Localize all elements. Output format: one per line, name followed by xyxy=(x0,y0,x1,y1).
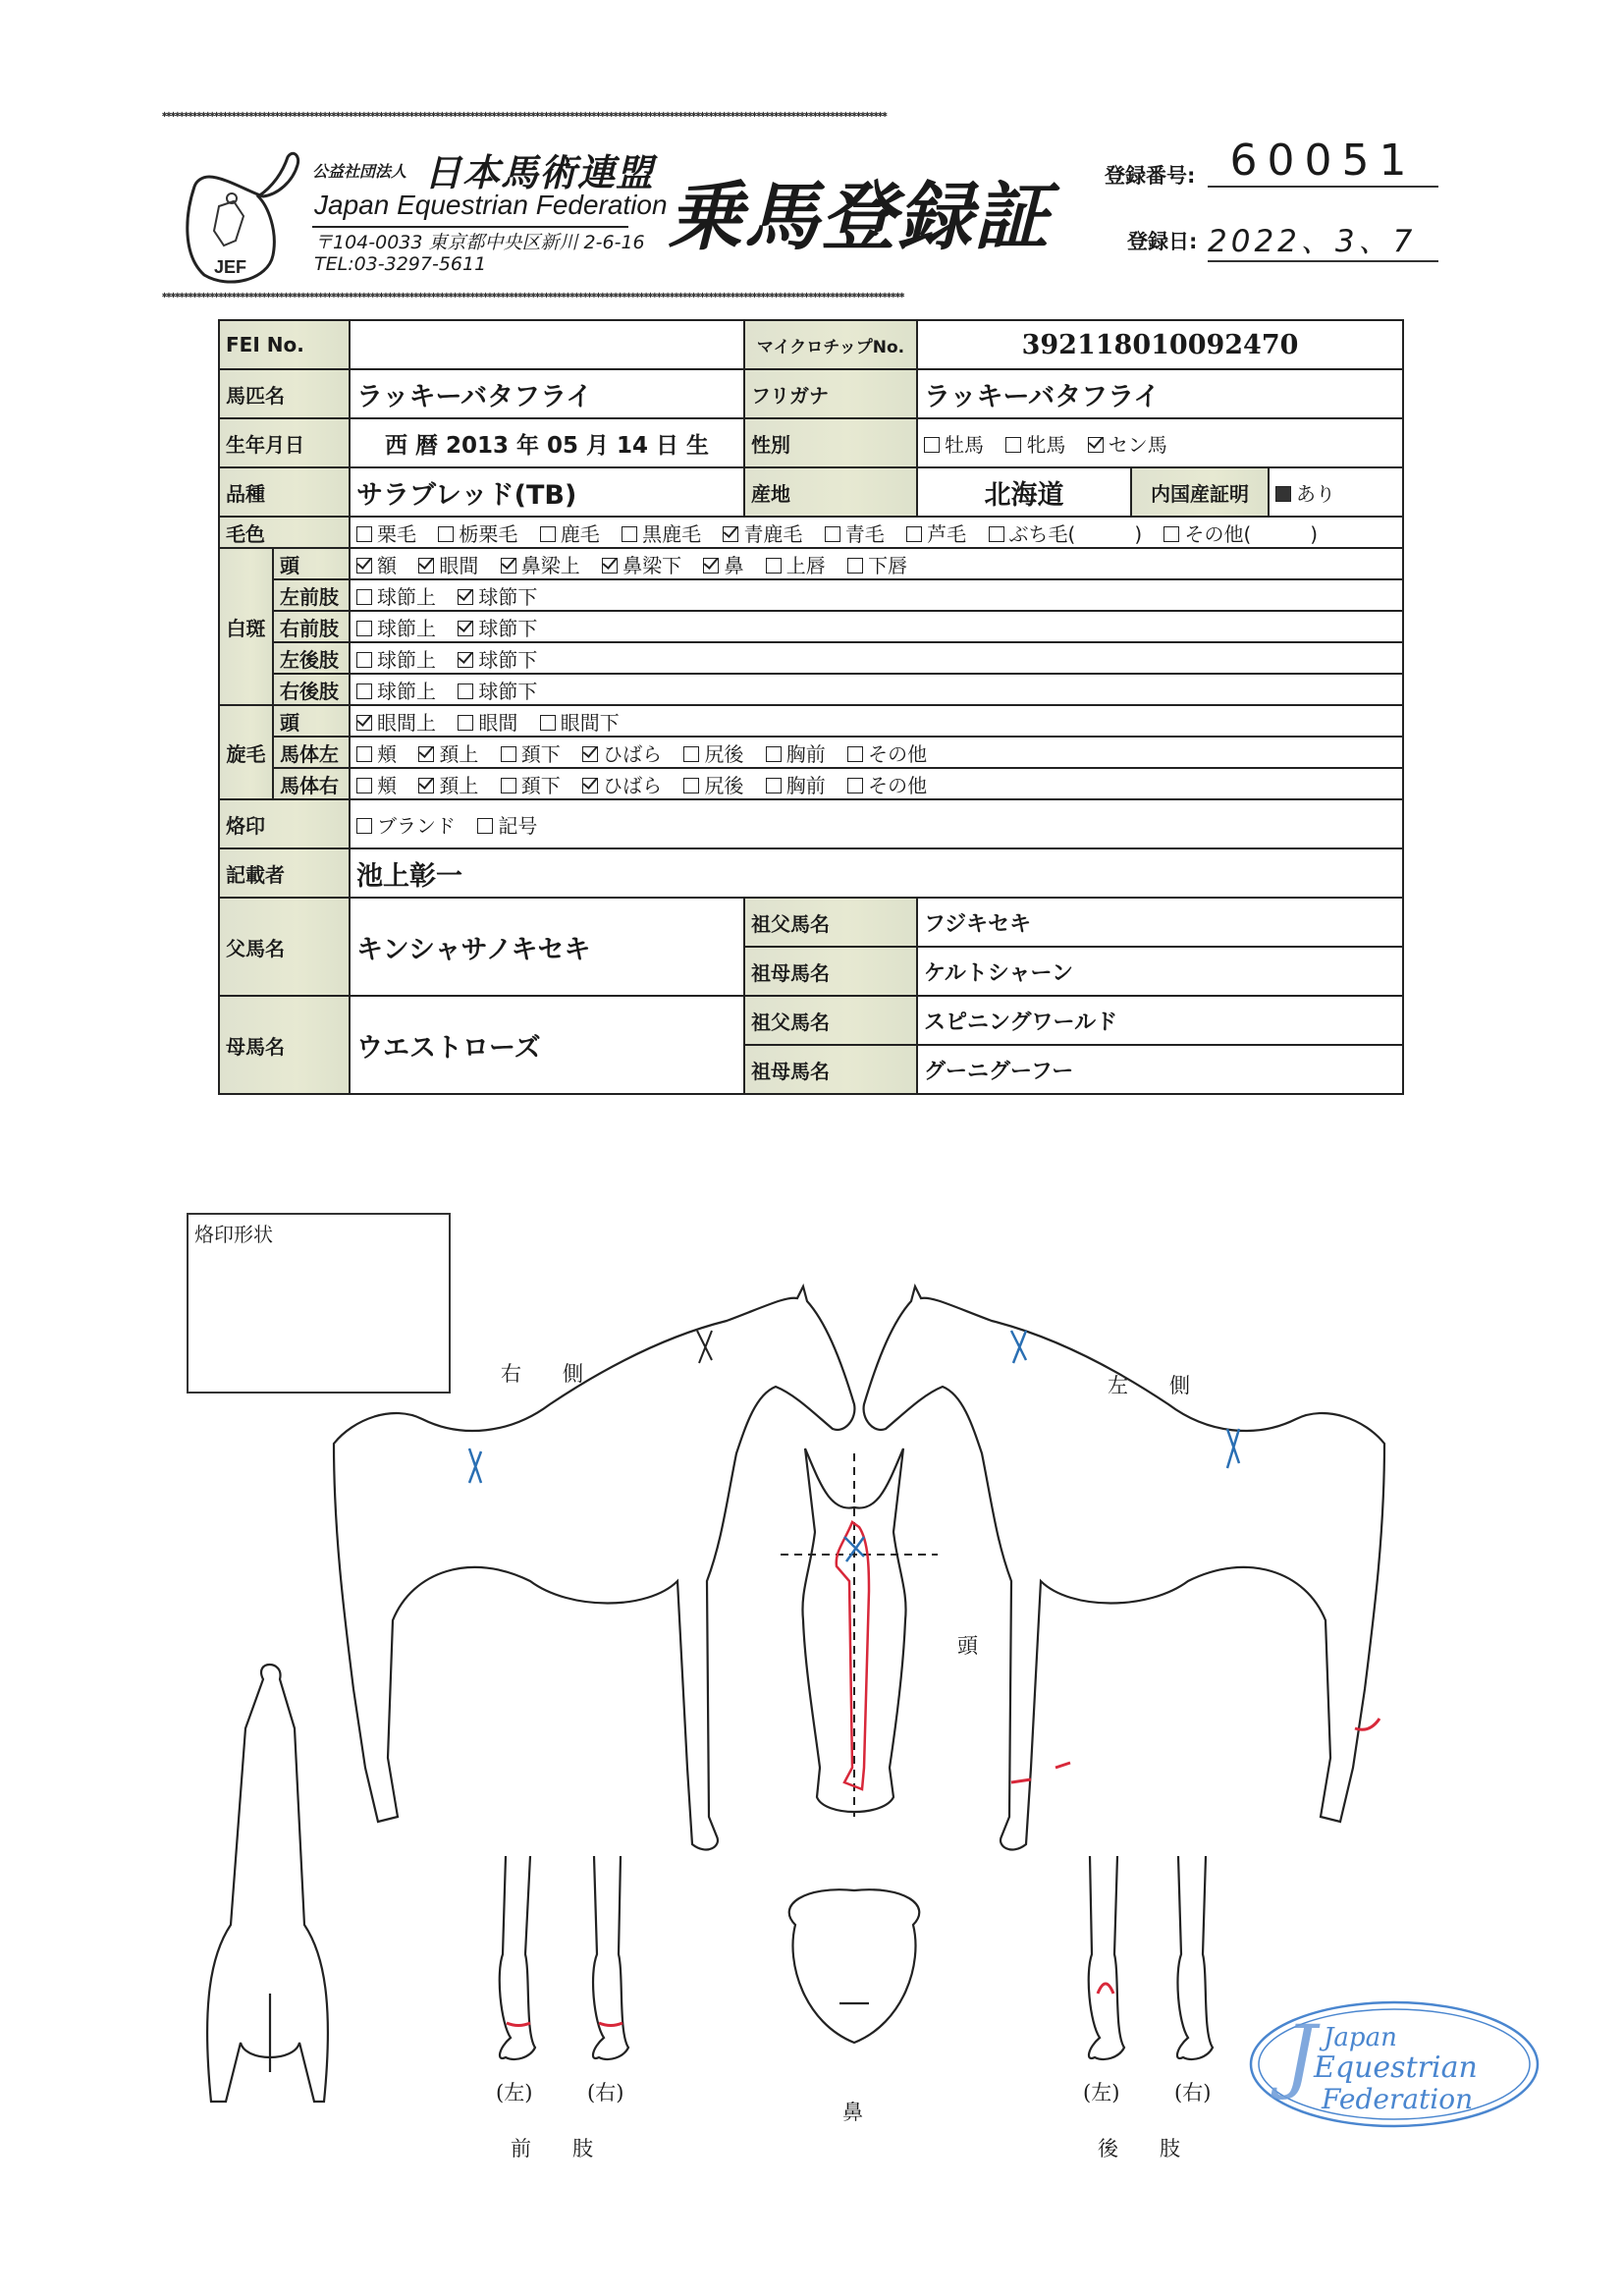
front-left-label: (左) xyxy=(496,2081,533,2105)
registration-table xyxy=(218,319,1404,1095)
checkbox-filled[interactable] xyxy=(1275,486,1291,502)
org-name-en: Japan Equestrian Federation xyxy=(314,190,668,220)
whorl-option-checked[interactable]: ひばら xyxy=(582,774,662,797)
whorl-option[interactable]: 頬 xyxy=(356,774,397,797)
grandsire-value: スピニングワールド xyxy=(917,996,1403,1045)
part-label: 右前肢 xyxy=(273,611,350,642)
whorl-option[interactable]: 頚下 xyxy=(501,774,561,797)
part-label: 頭 xyxy=(273,548,350,579)
coat-option[interactable]: 芦毛 xyxy=(906,522,966,546)
svg-text:Equestrian: Equestrian xyxy=(1314,2050,1478,2085)
part-label: 左前肢 xyxy=(273,579,350,611)
document-title: 乗馬登録証 xyxy=(668,173,1051,260)
white-marking-row-left-hind xyxy=(219,642,1403,674)
granddam-label: 祖母馬名 xyxy=(744,947,917,996)
dam-value: ウエストローズ xyxy=(350,996,744,1094)
grandsire-label: 祖父馬名 xyxy=(744,996,917,1045)
row-fei-microchip xyxy=(219,320,1403,369)
whorl-option[interactable]: 胸前 xyxy=(766,742,826,766)
part-label: 左後肢 xyxy=(273,642,350,674)
checkbox-checked[interactable] xyxy=(1088,437,1104,453)
front-right-label: (右) xyxy=(587,2081,624,2105)
microchip-value: 392118010092470 xyxy=(917,320,1403,369)
head-label: 頭 xyxy=(957,1634,978,1658)
whorl-row-body-left xyxy=(219,737,1403,768)
whorl-option[interactable]: 頬 xyxy=(356,742,397,766)
marking-option[interactable]: 上唇 xyxy=(766,554,826,577)
microchip-label: マイクロチップNo. xyxy=(744,320,917,369)
left-side-label: 左 側 xyxy=(1108,1374,1190,1397)
brand-options xyxy=(350,799,1403,848)
dam-label: 母馬名 xyxy=(219,996,350,1094)
side-hind-marking xyxy=(1355,1719,1380,1729)
white-marking-row-right-hind xyxy=(219,674,1403,705)
whorl-row-body-right xyxy=(219,768,1403,799)
recorder-label: 記載者 xyxy=(219,848,350,898)
marking-option-checked[interactable]: 球節下 xyxy=(458,617,537,640)
registration-number: 60051 xyxy=(1208,136,1438,188)
address-line: 〒104-0033 東京都中央区新川 2-6-16 xyxy=(314,232,645,253)
white-marking-options xyxy=(350,674,1403,705)
jef-logo xyxy=(175,147,302,285)
tel-line: TEL:03-3297-5611 xyxy=(314,253,487,275)
checkbox[interactable] xyxy=(1005,437,1021,453)
furigana-label: フリガナ xyxy=(744,369,917,418)
whorl-option-checked[interactable]: 頚上 xyxy=(418,742,478,766)
svg-text:Japan: Japan xyxy=(1324,2023,1397,2052)
marking-option-checked[interactable]: 鼻梁上 xyxy=(501,554,580,577)
origin-value: 北海道 xyxy=(917,467,1131,517)
fei-no-value xyxy=(350,320,744,369)
white-marking-options xyxy=(350,579,1403,611)
marking-option-checked[interactable]: 鼻梁下 xyxy=(602,554,681,577)
whorl-options xyxy=(350,768,1403,799)
muzzle-label: 鼻 xyxy=(842,2101,863,2124)
whorl-neck-right xyxy=(697,1331,712,1363)
grandsire-label: 祖父馬名 xyxy=(744,898,917,947)
coat-option[interactable]: 鹿毛 xyxy=(540,522,600,546)
domestic-cert-label: 内国産証明 xyxy=(1131,467,1269,517)
whorl-head xyxy=(844,1537,864,1561)
svg-text:JEF: JEF xyxy=(214,257,247,277)
right-side-label: 右 側 xyxy=(501,1362,583,1386)
marking-option[interactable]: 球節上 xyxy=(356,585,436,609)
sex-label: 性別 xyxy=(744,418,917,467)
marking-option-checked[interactable]: 球節下 xyxy=(458,585,537,609)
white-marking-row-left-fore xyxy=(219,579,1403,611)
granddam-value: グーニグーフー xyxy=(917,1045,1403,1094)
whorl-option[interactable]: 胸前 xyxy=(766,774,826,797)
registration-number-label: 登録番号: xyxy=(1105,164,1196,188)
row-recorder xyxy=(219,848,1403,898)
whorl-flank-left xyxy=(1227,1429,1239,1468)
brand-option[interactable]: 記号 xyxy=(477,814,537,838)
org-name-ja: 日本馬術連盟 xyxy=(424,151,655,194)
marking-option[interactable]: 球節上 xyxy=(356,680,436,703)
front-right-marking xyxy=(599,2023,622,2026)
part-label: 馬体左 xyxy=(273,737,350,768)
whorl-flank-right xyxy=(469,1449,481,1483)
marking-option[interactable]: 球節上 xyxy=(356,648,436,672)
brand-shape-label: 烙印形状 xyxy=(194,1223,273,1246)
coat-option[interactable]: ぶち毛( ) xyxy=(989,522,1143,546)
brand-shape-box xyxy=(187,1213,451,1394)
org-prefix: 公益社団法人 xyxy=(312,162,407,181)
whorl-option-checked[interactable]: ひばら xyxy=(582,742,662,766)
furigana-value: ラッキーバタフライ xyxy=(917,369,1403,418)
marking-option[interactable]: 球節下 xyxy=(458,680,537,703)
whorl-option[interactable]: 頚下 xyxy=(501,742,561,766)
front-left-limb-outline xyxy=(500,1856,535,2059)
white-marking-row-right-fore xyxy=(219,611,1403,642)
marking-option-checked[interactable]: 眼間 xyxy=(418,554,478,577)
white-marking-row-head xyxy=(219,548,1403,579)
whorl-options xyxy=(350,737,1403,768)
marking-option-checked[interactable]: 鼻 xyxy=(703,554,743,577)
brand-option[interactable]: ブランド xyxy=(356,814,456,838)
coat-option[interactable]: 青毛 xyxy=(825,522,885,546)
fei-no-label: FEI No. xyxy=(219,320,350,369)
blaze-marking xyxy=(837,1522,869,1789)
part-label: 馬体右 xyxy=(273,768,350,799)
part-label: 右後肢 xyxy=(273,674,350,705)
marking-option[interactable]: 球節上 xyxy=(356,617,436,640)
whorl-option[interactable]: その他 xyxy=(847,742,927,766)
svg-text:Federation: Federation xyxy=(1322,2083,1474,2115)
white-marking-options xyxy=(350,642,1403,674)
org-address xyxy=(314,232,645,275)
whorl-option[interactable]: 眼間下 xyxy=(540,711,620,735)
sire-label: 父馬名 xyxy=(219,898,350,996)
front-left-marking xyxy=(507,2023,530,2026)
marking-option[interactable]: 下唇 xyxy=(847,554,907,577)
whorl-option[interactable]: その他 xyxy=(847,774,927,797)
marking-option-checked[interactable]: 球節下 xyxy=(458,648,537,672)
coat-option[interactable]: 黒鹿毛 xyxy=(622,522,701,546)
row-sire-grandsire xyxy=(219,898,1403,947)
sex-option-stallion[interactable]: 牡馬 xyxy=(924,433,984,457)
sex-options xyxy=(917,418,1403,467)
coat-color-label: 毛色 xyxy=(219,517,350,548)
whorl-option[interactable]: 眼間 xyxy=(458,711,517,735)
muzzle-outline xyxy=(789,1889,920,2043)
recorder-value: 池上彰一 xyxy=(350,848,1403,898)
side-fore-marking-1 xyxy=(1011,1779,1031,1782)
whorl-option[interactable]: 尻後 xyxy=(683,742,743,766)
birth-date-label: 生年月日 xyxy=(219,418,350,467)
sex-option-gelding[interactable]: セン馬 xyxy=(1088,433,1167,457)
sire-value: キンシャサノキセキ xyxy=(350,898,744,996)
registration-date-label: 登録日: xyxy=(1127,230,1198,253)
row-brand xyxy=(219,799,1403,848)
origin-label: 産地 xyxy=(744,467,917,517)
white-marking-options xyxy=(350,611,1403,642)
row-dam-grandsire xyxy=(219,996,1403,1045)
whorl-option-checked[interactable]: 頚上 xyxy=(418,774,478,797)
hind-left-marking xyxy=(1098,1984,1113,1994)
side-fore-marking-2 xyxy=(1055,1763,1070,1768)
whorl-neck-left xyxy=(1011,1331,1026,1363)
coat-option[interactable]: その他( ) xyxy=(1163,522,1318,546)
svg-text:J: J xyxy=(1284,2009,1317,2103)
hind-right-label: (右) xyxy=(1174,2081,1212,2105)
hind-right-limb-outline xyxy=(1177,1856,1213,2059)
hind-left-limb-outline xyxy=(1089,1856,1124,2059)
horse-name-value: ラッキーバタフライ xyxy=(350,369,744,418)
coat-option[interactable]: 栗毛 xyxy=(356,522,416,546)
front-body-outline xyxy=(207,1665,328,2102)
whorl-row-head xyxy=(219,705,1403,737)
row-coat-color xyxy=(219,517,1403,548)
whorl-option-checked[interactable]: 眼間上 xyxy=(356,711,436,735)
sex-option-mare[interactable]: 牝馬 xyxy=(1005,433,1065,457)
grandsire-value: フジキセキ xyxy=(917,898,1403,947)
breed-label: 品種 xyxy=(219,467,350,517)
white-markings-label: 白斑 xyxy=(219,548,273,705)
horse-name-label: 馬匹名 xyxy=(219,369,350,418)
whorl-options xyxy=(350,705,1403,737)
part-label: 頭 xyxy=(273,705,350,737)
domestic-cert-value: あり xyxy=(1269,467,1403,517)
coat-color-options xyxy=(350,517,1403,548)
white-marking-options xyxy=(350,548,1403,579)
breed-value: サラブレッド(TB) xyxy=(350,467,744,517)
front-right-limb-outline xyxy=(593,1856,628,2059)
bottom-decorative-border: ✱✱✱✱✱✱✱✱✱✱✱✱✱✱✱✱✱✱✱✱✱✱✱✱✱✱✱✱✱✱✱✱✱✱✱✱✱✱✱✱✱✱✱✱✱✱✱✱✱✱✱✱✱✱✱✱✱✱✱✱✱✱✱✱✱✱✱✱✱✱✱✱✱✱✱✱✱✱✱✱✱✱✱✱✱✱✱✱✱✱✱✱✱✱✱✱✱✱✱✱✱✱✱✱✱✱✱✱✱✱✱✱✱✱✱✱✱✱✱✱✱✱✱✱✱✱✱✱✱✱✱✱✱✱✱✱✱✱✱✱✱✱✱✱✱✱✱✱✱✱✱✱✱✱✱✱✱✱✱✱✱✱✱✱✱✱✱✱✱✱✱ xyxy=(162,292,904,300)
hind-left-label: (左) xyxy=(1083,2081,1120,2105)
federation-stamp xyxy=(1247,1998,1542,2131)
row-birth-sex xyxy=(219,418,1403,467)
brand-label: 烙印 xyxy=(219,799,350,848)
front-limbs-label: 前 肢 xyxy=(511,2137,593,2160)
whorl-option[interactable]: 尻後 xyxy=(683,774,743,797)
marking-option-checked[interactable]: 額 xyxy=(356,554,397,577)
row-breed-origin xyxy=(219,467,1403,517)
top-decorative-border: ✱✱✱✱✱✱✱✱✱✱✱✱✱✱✱✱✱✱✱✱✱✱✱✱✱✱✱✱✱✱✱✱✱✱✱✱✱✱✱✱✱✱✱✱✱✱✱✱✱✱✱✱✱✱✱✱✱✱✱✱✱✱✱✱✱✱✱✱✱✱✱✱✱✱✱✱✱✱✱✱✱✱✱✱✱✱✱✱✱✱✱✱✱✱✱✱✱✱✱✱✱✱✱✱✱✱✱✱✱✱✱✱✱✱✱✱✱✱✱✱✱✱✱✱✱✱✱✱✱✱✱✱✱✱✱✱✱✱✱✱✱✱✱✱✱✱✱✱✱✱✱✱✱✱✱✱✱✱✱✱✱✱✱✱✱✱✱ xyxy=(162,111,887,119)
coat-option-checked[interactable]: 青鹿毛 xyxy=(723,522,802,546)
org-divider xyxy=(312,226,628,228)
coat-option[interactable]: 栃栗毛 xyxy=(438,522,517,546)
granddam-value: ケルトシャーン xyxy=(917,947,1403,996)
granddam-label: 祖母馬名 xyxy=(744,1045,917,1094)
birth-date-value: 西 暦 2013 年 05 月 14 日 生 xyxy=(350,418,744,467)
checkbox[interactable] xyxy=(924,437,940,453)
row-horse-name xyxy=(219,369,1403,418)
registration-date: 2022、3、7 xyxy=(1208,216,1438,262)
whorls-label: 旋毛 xyxy=(219,705,273,799)
hind-limbs-label: 後 肢 xyxy=(1098,2137,1180,2160)
head-front-outline xyxy=(802,1449,905,1812)
